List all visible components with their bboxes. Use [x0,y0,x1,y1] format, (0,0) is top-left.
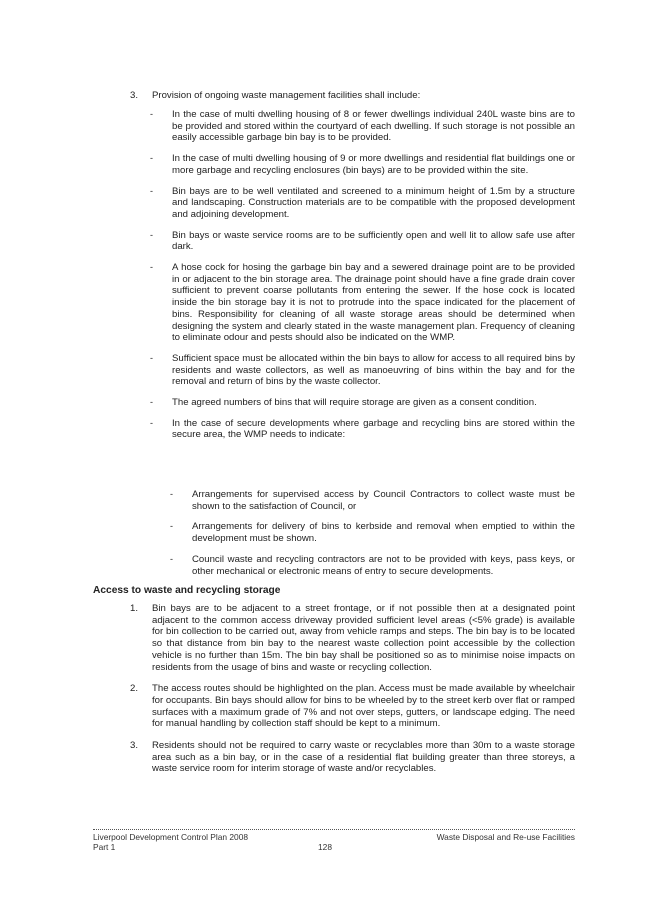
list-item [150,186,575,221]
numbered-item [130,683,575,730]
access-numbered-list [130,603,575,785]
section-heading: Access to waste and recycling storage [93,585,281,596]
numbered-item [130,740,575,775]
footer-left [93,832,248,852]
list-item [150,109,575,144]
list-item [150,262,575,344]
bullet-marker: - [150,262,153,273]
footer-document-title: Liverpool Development Control Plan 2008 [93,832,249,842]
bullet-text: The agreed numbers of bins that will require storage are given as a consent condition. [172,397,537,409]
bullet-marker: - [150,109,153,119]
sub-list-item [170,521,575,544]
bullet-marker: - [150,417,153,428]
bullet-marker: - [150,153,153,164]
bullet-text: Bin bays are to be well ventilated and screened to a minimum height of 1.5m by a structure and landscaping. Construction materials are to be compatible with the proposed development and adjoining development. [172,185,575,220]
bullet-marker: - [150,397,153,408]
list-item [150,153,575,176]
bullet-text: In the case of multi dwelling housing of 8 or fewer dwellings individual 240L waste bins are to be provided and stored within the courtyard of each dwelling. If such storage is not possible an easily accessible garbage bin bay is to be provided. [172,109,575,144]
item-number: 2. [130,683,139,695]
bullet-text: Bin bays or waste service rooms are to be sufficiently open and well lit to allow safe use after dark. [172,229,575,253]
provision-label: Provision of ongoing waste management facilities shall include: [152,90,421,101]
sub-bullet-text: Arrangements for supervised access by Council Contractors to collect waste must be shown to the satisfaction of Council, or [192,489,575,512]
footer-divider [93,829,575,830]
footer-section-title: Waste Disposal and Re-use Facilities [436,832,575,842]
numbered-item [130,603,575,673]
bullet-text: In the case of secure developments where garbage and recycling bins are stored within the secure area, the WMP needs to indicate: [172,417,575,441]
bullet-marker: - [150,352,153,363]
sub-list-item [170,489,575,512]
provision-number: 3. [130,90,139,101]
bullet-text: In the case of multi dwelling housing of 9 or more dwellings and residential flat buildings one or more garbage and recycling enclosures (bin bays) are to be provided within the site. [172,153,575,176]
sub-bullet-text: Arrangements for delivery of bins to kerbside and removal when emptied to within the development must be shown. [192,521,575,545]
list-item [150,230,575,253]
footer-part: Part 1 [93,842,116,852]
bullet-marker: - [150,185,153,196]
secure-development-sub-list [170,489,575,586]
page-number: 128 [318,842,332,852]
bullet-text: A hose cock for hosing the garbage bin bay and a sewered drainage point are to be provided in or adjacent to the bin storage area. The drainage point should have a fine grade drain cover sufficient to prevent coarse pollutants from entering the sewer. If the hose cock is located inside the bin storage bay it is not to protrude into the space indicated for the placement of bins. Responsibility for cleaning of all waste storage areas should be determined when designing the system and clearly stated in the waste management plan. Frequency of cleaning to eliminate odour and pests should also be indicated on the WMP. [172,262,575,344]
bullet-text: Sufficient space must be allocated within the bin bays to allow for access to all required bins by residents and waste collectors, as well as manoeuvring of bins within the bay and for the removal and return of bins by the waste collector. [172,352,575,388]
item-number: 1. [130,603,139,614]
bullet-marker: - [170,489,173,499]
list-item [150,353,575,388]
item-text: Residents should not be required to carry waste or recyclables more than 30m to a waste storage area such as a bin bay, or in the case of a residential flat building greater than three storeys, a waste service room for interim storage of waste and/or recyclables. [152,740,575,775]
bullet-marker: - [150,229,153,240]
list-item [150,397,575,409]
item-text: Bin bays are to be adjacent to a street frontage, or if not possible then at a designated point adjacent to the common access driveway provided sufficient level areas (<5% grade) is available for bin collection to be carried out, away from vehicle ramps and steps. The bin bay is to be located so that distance from bin bay to the nearest waste collection point accessible by the collection vehicle is no further than 15m. The bin bay shall be positioned so as to minimise noise impacts on residents from the usage of bins and waste or recycling collection. [152,603,575,673]
provision-bullet-list [150,109,575,450]
item-text: The access routes should be highlighted on the plan. Access must be made available by wheelchair for occupants. Bin bays should allow for bins to be wheeled by to the street kerb over flat or ramped surfaces with a maximum grade of 7% and not over steps, gutters, or landscape edging. The need for manual handling by collection staff should be kept to a minimum. [152,683,575,730]
bullet-marker: - [170,553,173,564]
sub-list-item [170,554,575,577]
item-number: 3. [130,740,139,752]
sub-bullet-text: Council waste and recycling contractors are not to be provided with keys, pass keys, or other mechanical or electronic means of entry to secure developments. [192,553,575,577]
bullet-marker: - [170,521,173,532]
list-item [150,418,575,441]
